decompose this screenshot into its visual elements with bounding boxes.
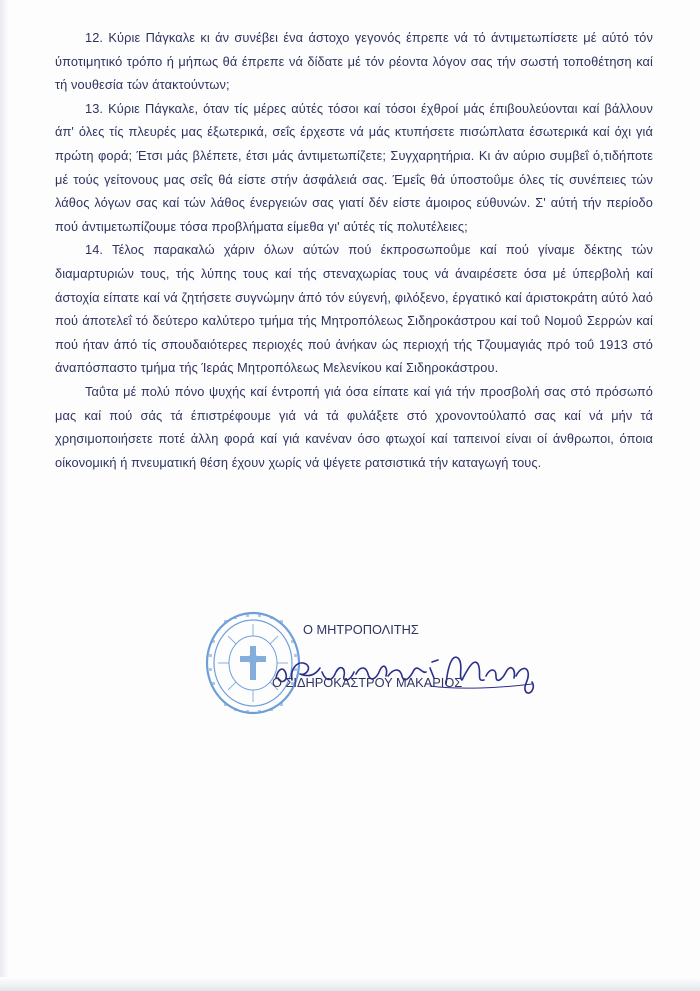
title-sidirokastro-makarios: Ο ΣΙΔΗΡΟΚΑΣΤΡΟΥ ΜΑΚΑΡΙΟΣ — [272, 675, 463, 690]
paragraph-13: 13. Κύριε Πάγκαλε, όταν τίς μέρες αύτές τόσοι καί τόσοι έχθροί μάς έπιβουλεύονται καί βάλλουν άπ' όλες τίς πλευρές μας έξωτερικά, σεΐς έρχεστε νά μάς κτυπήσετε πισώπλατα έσωτερικά καί όχι γιά πρώτη φορά; Έτσι μάς βλέπετε, έτσι μάς άντιμετωπίζετε; Συγχαρητήρια. Κι άν αύριο συμβεΐ ό,τιδήποτε μέ τούς γείτονους μας σεΐς θά είστε στήν άσφάλειά σας. Έμεΐς θά ύποστοΰμε όλες τίς συνέπειες τών λάθος λόγων σας καί τών λάθος ένεργειών σας γιατί δέν είστε άμοιρος εύθυνών. Σ' αύτή τήν περίοδο πού άντιμετωπίζουμε τόσα προβλήματα είμεθα γι' αύτές τίς πολυτέλειες; — [55, 100, 653, 234]
paragraph-14: 14. Τέλος παρακαλώ χάριν όλων αύτών πού έκπροσωποΰμε καί πού γίναμε δέκτης τών διαμαρτυριών τους, τής λύπης τους καί τής στεναχωρίας τους νά άναιρέσετε όσα μέ ύπερβολή καί άστοχία είπατε καί νά ζητήσετε συγνώμην άπό τόν εύγενή, φιλόξενο, έργατικό καί άριστοκράτη αύτό λαό πού άποτελεΐ τό δεύτερο καλύτερο τμήμα τής Μητροπόλεως Σιδηροκάστρου καί τοΰ Νομοΰ Σερρών καί πού ήταν άπό τίς σπουδαιότερες περιοχές πού άνήκαν ώς περιοχή τής Τζουμαγιάς πρό τοΰ 1913 στό άναπόσπαστο τμήμα τής Ίεράς Μητροπόλεως Μελενίκου καί Σιδηροκάστρου. — [55, 242, 653, 376]
closing-paragraph: Ταΰτα μέ πολύ πόνο ψυχής καί έντροπή γιά όσα είπατε καί γιά τήν προσβολή σας στό πρόσωπό μας καί πού σάς τά έπιστρέφουμε γιά νά τά φυλάξετε στό χρονοντούλαπό σας καί νά μήν τά χρησιμοποιήσετε ποτέ άλλη φορά καί γιά κανέναν όσο φτωχοί καί ταπεινοί είναι οί άνθρωποι, όποια οίκονομική ή πνευματική θέση έχουν χωρίς νά ψέγετε ρατσιστικά τήν καταγωγή τους. — [55, 383, 653, 470]
letter-body — [55, 26, 653, 474]
signature-block — [200, 610, 560, 730]
paragraph-12: 12. Κύριε Πάγκαλε κι άν συνέβει ένα άστοχο γεγονός έπρεπε νά τό άντιμετωπίσετε μέ αύτό τόν ύποτιμητικό τρόπο ή μήπως θά έπρεπε νά δίδατε μέ τόν ρέοντα λόγον σας τήν σωστή τοποθέτηση καί τή νουθεσία τών άτακτούντων; — [55, 30, 653, 93]
page-bottom-shadow — [0, 977, 700, 991]
title-metropolitan: Ο ΜΗΤΡΟΠΟΛΙΤΗΣ — [303, 622, 419, 637]
page-edge-shadow — [0, 0, 8, 991]
